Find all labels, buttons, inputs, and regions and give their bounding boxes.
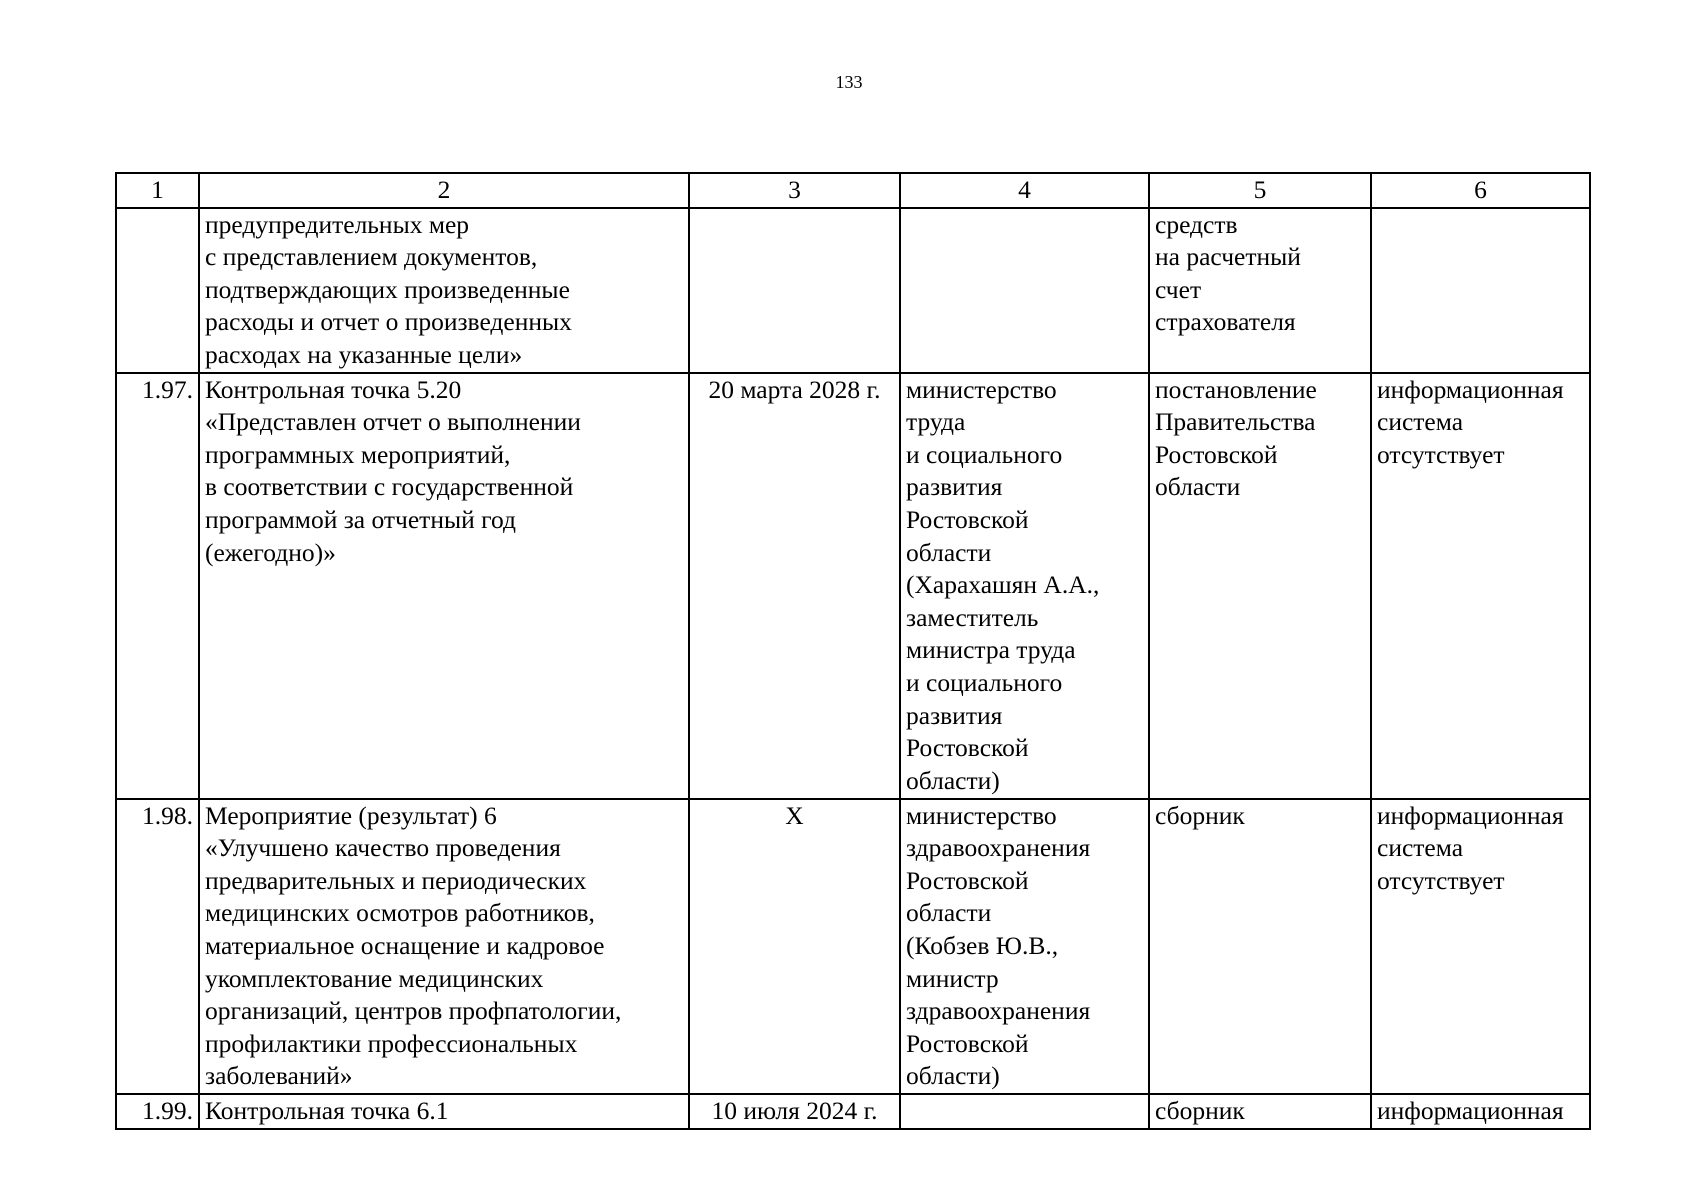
header-cell-1: 1 — [116, 173, 199, 208]
row-document: сборник — [1149, 1094, 1371, 1129]
row-number: 1.99. — [116, 1094, 199, 1129]
row-date — [689, 208, 900, 373]
row-date: 20 марта 2028 г. — [689, 373, 900, 799]
table-row — [116, 208, 1590, 373]
header-cell-5: 5 — [1149, 173, 1371, 208]
row-responsible: министерство здравоохранения Ростовской области (Кобзев Ю.В., министр здравоохранения Ростовской области) — [900, 799, 1149, 1094]
header-cell-3: 3 — [689, 173, 900, 208]
row-document: постановление Правительства Ростовской области — [1149, 373, 1371, 799]
header-cell-2: 2 — [199, 173, 689, 208]
row-system: информационная — [1371, 1094, 1590, 1129]
row-responsible: министерство труда и социального развития Ростовской области (Харахашян А.А., заместитель министра труда и социального развития Ростовской области) — [900, 373, 1149, 799]
row-number: 1.98. — [116, 799, 199, 1094]
row-responsible — [900, 1094, 1149, 1129]
header-cell-6: 6 — [1371, 173, 1590, 208]
header-cell-4: 4 — [900, 173, 1149, 208]
page-number: 133 — [835, 72, 863, 92]
row-document: средств на расчетный счет страхователя — [1149, 208, 1371, 373]
table-row — [116, 799, 1590, 1094]
table-row — [116, 373, 1590, 799]
plan-table — [115, 172, 1591, 1130]
row-name: предупредительных мер с представлением документов, подтверждающих произведенные расходы и отчет о произведенных расходах на указанные цели» — [199, 208, 689, 373]
row-system — [1371, 208, 1590, 373]
row-date: 10 июля 2024 г. — [689, 1094, 900, 1129]
row-name: Контрольная точка 5.20 «Представлен отчет о выполнении программных мероприятий, в соответствии с государственной программой за отчетный год (ежегодно)» — [199, 373, 689, 799]
table-header-row — [116, 173, 1590, 208]
row-responsible — [900, 208, 1149, 373]
row-document: сборник — [1149, 799, 1371, 1094]
row-number: 1.97. — [116, 373, 199, 799]
row-name: Контрольная точка 6.1 — [199, 1094, 689, 1129]
row-date: Х — [689, 799, 900, 1094]
table-row — [116, 1094, 1590, 1129]
row-number — [116, 208, 199, 373]
row-system: информационная система отсутствует — [1371, 373, 1590, 799]
row-name: Мероприятие (результат) 6 «Улучшено качество проведения предварительных и периодических медицинских осмотров работников, материальное оснащение и кадровое укомплектование медицинских организаций, центров профпатологии, профилактики профессиональных заболеваний» — [199, 799, 689, 1094]
row-system: информационная система отсутствует — [1371, 799, 1590, 1094]
